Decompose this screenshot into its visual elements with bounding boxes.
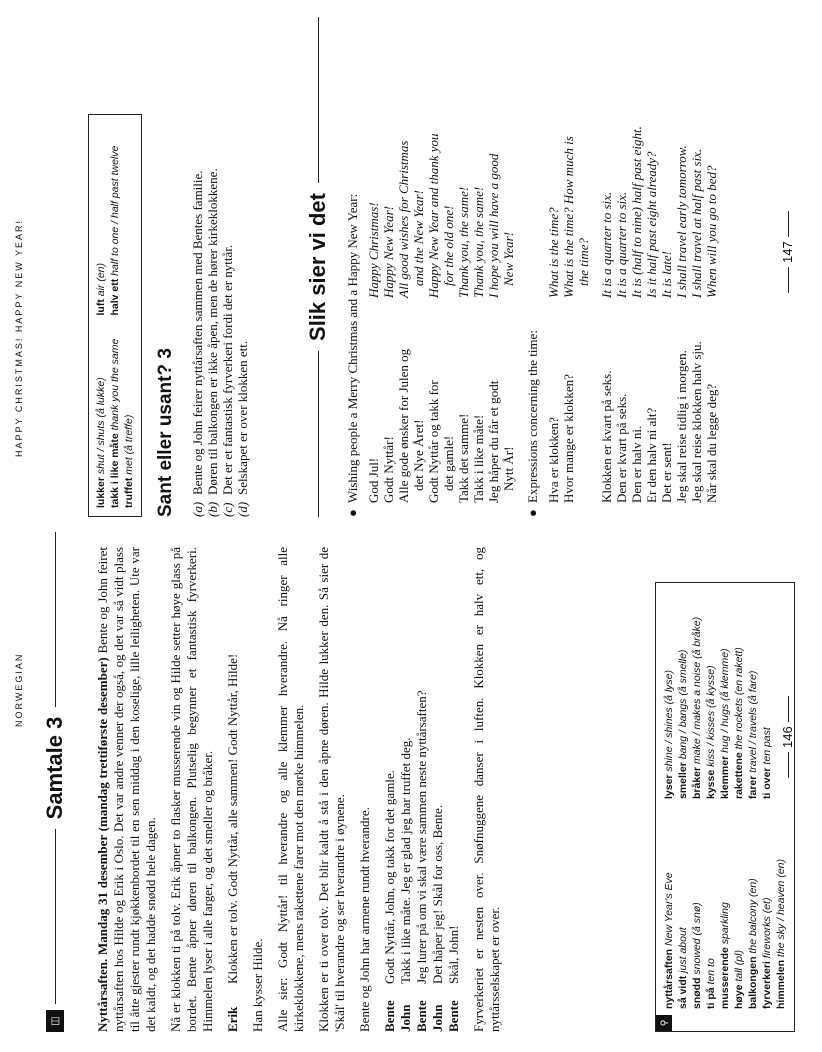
vocab-row: høye tall (pl) [733,950,745,1009]
vocab-row: luft air (en) [95,262,107,316]
dialogue-block [382,547,462,1032]
vocab-row: truffet met (å treffe) [123,414,135,508]
vocab-row: kysse kiss / kisses (å kysse) [705,665,717,799]
rule [318,17,319,183]
section-title: Slik sier vi det [305,193,330,341]
dialogue-line [225,547,241,1032]
vocab-row: ti over ten past [761,727,773,799]
phrase-pair: Takk det samme! Thank you, the same! [456,186,471,503]
vocab-row: nyttårsaften New Year's Eve [663,872,675,1009]
vocab-row: farer travel / travels (å fare) [747,670,759,799]
line-text: Takk i like måte. Jeg er glad jeg har truffet deg. [398,737,413,984]
phrase-list [366,17,516,503]
page-number: 146 [780,692,795,782]
phrase-pair: the time? [576,237,591,286]
exercise-item: (d) Selskapet er over klokken ett. [235,340,250,517]
paragraph: Fyrverkeriet er nesten over. Snøfnuggene danser i luften. Klokken er halv ett, og nyttårsselskapet er over. [471,547,502,1032]
line-text: Jeg lurer på om vi skal være sammen neste nyttårsaften? [414,690,429,984]
key-icon: ⚲ [656,1015,672,1031]
setting-heading: Nyttårsaften. Mandag 31 desember (mandag trettiførste desember) [95,657,110,1032]
phrase-pair: Klokken er kvart på seks. It is a quarter to six. [599,191,614,503]
vocabulary-box [88,114,142,517]
line-text: Klokken er tolv. Godt Nyttår, alle sammen! Godt Nyttår, Hilde! [225,653,240,984]
dialogue-line [430,547,446,1032]
rule [55,532,56,707]
paragraph: Bente og John har armene rundt hverandre. [357,807,372,1032]
vocab-row: lukker shut / shuts (å lukke) [95,377,107,508]
phrase-pair: Nytt År! New Year! [501,231,516,491]
rule [318,351,319,517]
page-number: 147 [780,207,795,297]
vocab-row: lyser shine / shines (å lyse) [663,670,675,799]
phrase-pair: Takk i like måte! Thank you, the same! [471,186,486,503]
greetings-block [345,17,516,517]
vocab-column [662,589,788,799]
phrase-pair: Når skal du legge deg? When will you go to bed? [704,165,719,503]
rule [55,829,56,1004]
vocab-row: halv ett half to one / half past twelve [109,145,121,316]
dialogue-line [398,547,414,1032]
paragraph: Klokken er ti over tolv. Det blir kaldt å stå i den åpne døren. Hilde lukker den. Så sier de 'Skål' til hverandre og ser hverandre i øynene. [316,547,347,1032]
vocab-row: så vidt just about [677,927,689,1009]
vocab-row: rakettene the rockets (en rakett) [733,647,745,799]
bullet-heading: ● Wishing people a Merry Christmas and a Happy New Year: [345,193,360,517]
vocab-column [94,316,136,509]
vocabulary-box [655,582,795,1032]
phrase-pair: Alle gode ønsker for Julen og All good wishes for Christmas [396,140,411,503]
phrase-pair: Den er halv ni. It is (half to nine) half past eight. [629,126,644,503]
phrase-pair: Hva er klokken? What is the time? [546,207,561,503]
phrase-pair: Hvor mange er klokken? What is the time? How much is [561,136,576,503]
dialogue-line [446,547,462,1032]
phrase-list [546,17,719,503]
speaker: Bente [382,1000,397,1032]
exercise-item: (a) Bente og John feirer nyttårsaften sammen med Bentes familie. [190,170,205,517]
running-head: HAPPY CHRISTMAS! HAPPY NEW YEAR! [14,218,24,457]
vocab-row: ti på ten to [705,958,717,1009]
phrase-pair: God Jul! Happy Christmas! [366,202,381,503]
bullet-heading: ● Expressions concerning the time: [525,330,540,517]
page-146 [0,532,822,1032]
vocab-column [662,799,788,1009]
section-header [305,17,331,517]
vocab-row: fyrverkeri fireworks (et) [761,897,773,1009]
phrase-pair: Jeg skal reise klokken halv sju. I shall travel at half past six. [689,148,704,503]
running-head: NORWEGIAN [14,652,24,727]
speaker: John [398,1004,413,1032]
phrase-pair: Jeg håper du får et godt I hope you will have a good [486,153,501,503]
paragraph: Nå er klokken ti på tolv. Erik åpner to flasker musserende vin og Hilde setter høye glass på bordet. Bente åpner døren til balkongen. Plutselig begynner et fantastisk fyrverkeri. Himmelen lyser i alle farger, og det smeller og bråker. [168,547,215,1032]
dialogue-title: Samtale 3 [42,716,67,820]
phrase-pair: det Nye Året! and the New Year! [411,190,426,491]
phrase-pair: Den er kvart på seks. It is a quarter to six. [614,191,629,503]
speaker: Bente [446,1000,461,1032]
time-block [525,17,719,517]
paragraph: Han kysser Hilde. [250,938,265,1032]
vocab-row: snødd snowed (å snø) [691,902,703,1009]
exercise-title: Sant eller usant? 3 [155,348,176,517]
line-text: Godt Nyttår, John, og takk for det gamle. [382,770,397,984]
vocab-row: musserende sparkling [719,902,731,1009]
phrase-pair: Godt Nyttår og takk for Happy New Year and thank you [426,133,441,503]
exercise-item: (b) Døren til balkongen er ikke åpen, men de hører kirkeklokkene. [205,168,220,517]
vocab-row: klemmer hug / hugs (å klemme) [719,648,731,799]
dialogue-body [95,547,512,1032]
exercise-item: (c) Det er et fantastisk fyrverkeri fordi det er nyttår. [220,244,235,517]
speaker: Bente [414,1000,429,1032]
cassette-icon: ◫ [46,1010,64,1032]
paragraph [95,547,159,1032]
setting-text: Bente og John feiret nyttårsaften hos Hilde og Erik i Oslo. Det var andre venner der også, og det var så vidt plass til åtte gjester rundt kjøkkenbordet til en sen middag i den koselige, lille leiligheten. Ute var det kaldt, og det hadde snødd hele dagen. [95,547,158,1032]
phrase-pair: det gamle! for the old one! [441,205,456,491]
true-false-list [190,17,250,517]
dialogue-line [414,547,430,1032]
page-147 [0,12,822,517]
vocab-row: bråker make / makes a noise (å bråke) [691,616,703,799]
vocab-row: balkongen the balcony (en) [747,878,759,1009]
paragraph: Alle sier: Godt Nyttår! til hverandre og alle klemmer hverandre. Nå ringer alle kirkeklokkene, mens rakettene farer mot den mørke himmelen. [275,547,306,1032]
dialogue-line [382,547,398,1032]
vocab-row: himmelen the sky / heaven (en) [775,859,787,1009]
phrase-pair: Jeg skal reise tidlig i morgen. I shall travel early tomorrow. [674,145,689,503]
vocab-column [94,123,136,316]
line-text: Skål, John! [446,925,461,984]
speaker: John [430,1004,445,1032]
phrase-pair: Godt Nyttår! Happy New Year! [381,206,396,503]
line-text: Det håper jeg! Skål for oss, Bente. [430,804,445,984]
vocab-row: smeller bang / bangs (å smelle) [677,649,689,799]
speaker: Erik [225,1006,240,1032]
phrase-pair: Det er sent! It is late! [659,251,674,503]
vocab-row: takk i like måte thank you the same [109,338,121,508]
phrase-pair: Er den halv ni alt? Is it half past eight already? [644,151,659,503]
section-header [42,532,68,1032]
